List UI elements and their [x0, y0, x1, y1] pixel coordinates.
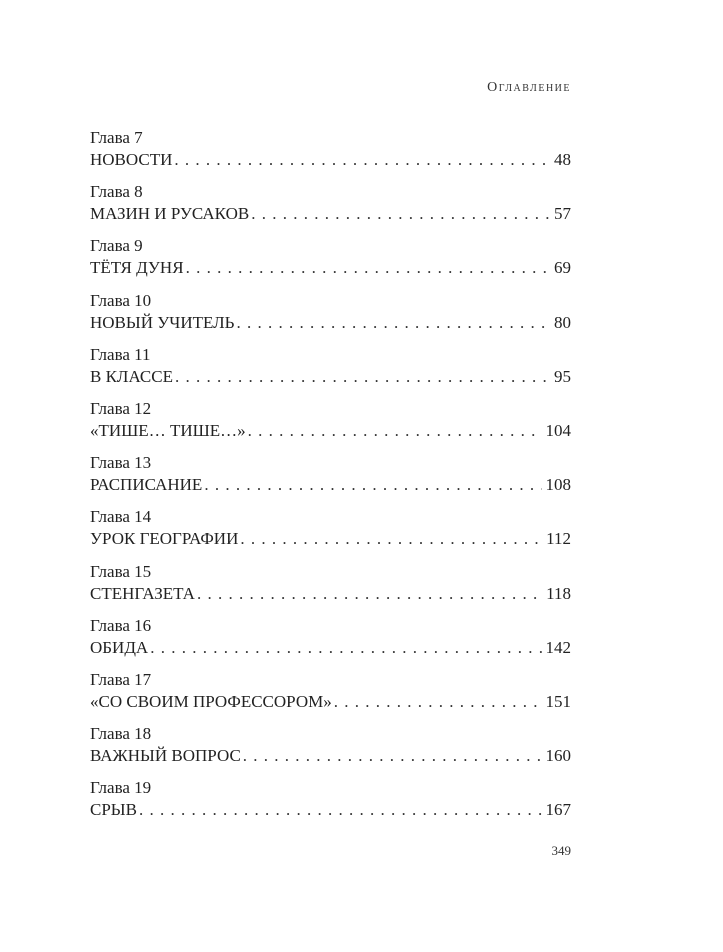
page-reference: 118	[546, 583, 571, 603]
chapter-label: Глава 17	[90, 669, 152, 689]
chapter-title: МАЗИН И РУСАКОВ	[90, 204, 250, 224]
toc-title-line	[90, 527, 571, 551]
chapter-title: РАСПИСАНИЕ	[90, 475, 203, 495]
dot-leader	[251, 202, 550, 226]
page-reference: 142	[545, 637, 571, 657]
chapter-label: Глава 10	[90, 290, 152, 310]
chapter-label: Глава 9	[90, 236, 143, 256]
toc-title-line	[90, 419, 571, 443]
toc-title-line	[90, 202, 571, 226]
dot-leader	[240, 527, 542, 551]
chapter-label: Глава 15	[90, 561, 152, 581]
toc-entry	[90, 616, 571, 670]
page-reference: 95	[554, 366, 571, 386]
chapter-title: ТЁТЯ ДУНЯ	[90, 258, 184, 278]
toc-entry	[90, 724, 571, 778]
dot-leader	[174, 148, 550, 172]
toc-entry	[90, 345, 571, 399]
toc-title-line	[90, 744, 571, 768]
chapter-label: Глава 16	[90, 615, 152, 635]
page-reference: 57	[554, 204, 571, 224]
toc-entry	[90, 778, 571, 832]
chapter-label: Глава 13	[90, 453, 152, 473]
dot-leader	[186, 256, 550, 280]
chapter-title: «ТИШЕ… ТИШЕ…»	[90, 420, 246, 440]
dot-leader	[334, 690, 542, 714]
toc-entry	[90, 670, 571, 724]
page-reference: 104	[545, 420, 571, 440]
chapter-label: Глава 14	[90, 507, 152, 527]
page-reference: 167	[545, 800, 571, 820]
dot-leader	[243, 744, 542, 768]
toc-title-line	[90, 636, 571, 660]
page-reference: 160	[545, 746, 571, 766]
toc-entry	[90, 562, 571, 616]
page-reference: 108	[545, 475, 571, 495]
toc-title-line	[90, 690, 571, 714]
dot-leader	[175, 365, 550, 389]
page-reference: 80	[554, 312, 571, 332]
toc-entry	[90, 399, 571, 453]
chapter-title: «СО СВОИМ ПРОФЕССОРОМ»	[90, 691, 332, 711]
chapter-title: НОВОСТИ	[90, 150, 173, 169]
chapter-title: СРЫВ	[90, 800, 137, 820]
chapter-label: Глава 18	[90, 724, 152, 744]
page-number: 349	[551, 843, 571, 858]
chapter-label: Глава 11	[90, 344, 151, 364]
toc-entry	[90, 236, 571, 290]
page-reference: 48	[554, 150, 571, 169]
dot-leader	[236, 311, 550, 335]
chapter-label: Глава 8	[90, 182, 143, 202]
chapter-title: В КЛАССЕ	[90, 366, 173, 386]
toc-title-line	[90, 256, 571, 280]
page-reference: 112	[546, 529, 571, 549]
toc-title-line	[90, 798, 571, 822]
toc-entry	[90, 128, 571, 182]
running-head: Оглавление	[487, 80, 571, 95]
toc-entry	[90, 291, 571, 345]
toc-entry	[90, 182, 571, 236]
chapter-title: СТЕНГАЗЕТА	[90, 583, 195, 603]
chapter-title: УРОК ГЕОГРАФИИ	[90, 529, 239, 549]
chapter-title: ВАЖНЫЙ ВОПРОС	[90, 746, 241, 766]
toc-title-line	[90, 582, 571, 606]
toc-entry	[90, 453, 571, 507]
page-reference: 151	[545, 691, 571, 711]
dot-leader	[248, 419, 542, 443]
toc-title-line	[90, 365, 571, 389]
chapter-title: ОБИДА	[90, 637, 149, 657]
dot-leader	[204, 473, 541, 497]
toc-title-line	[90, 473, 571, 497]
dot-leader	[139, 798, 542, 822]
page-reference: 69	[554, 258, 571, 278]
table-of-contents	[90, 128, 571, 832]
toc-title-line	[90, 311, 571, 335]
dot-leader	[150, 636, 541, 660]
dot-leader	[197, 582, 542, 606]
chapter-label: Глава 12	[90, 398, 152, 418]
chapter-title: НОВЫЙ УЧИТЕЛЬ	[90, 312, 235, 332]
chapter-label: Глава 7	[90, 128, 143, 147]
toc-entry	[90, 507, 571, 561]
chapter-label: Глава 19	[90, 778, 152, 798]
toc-title-line	[90, 148, 571, 172]
